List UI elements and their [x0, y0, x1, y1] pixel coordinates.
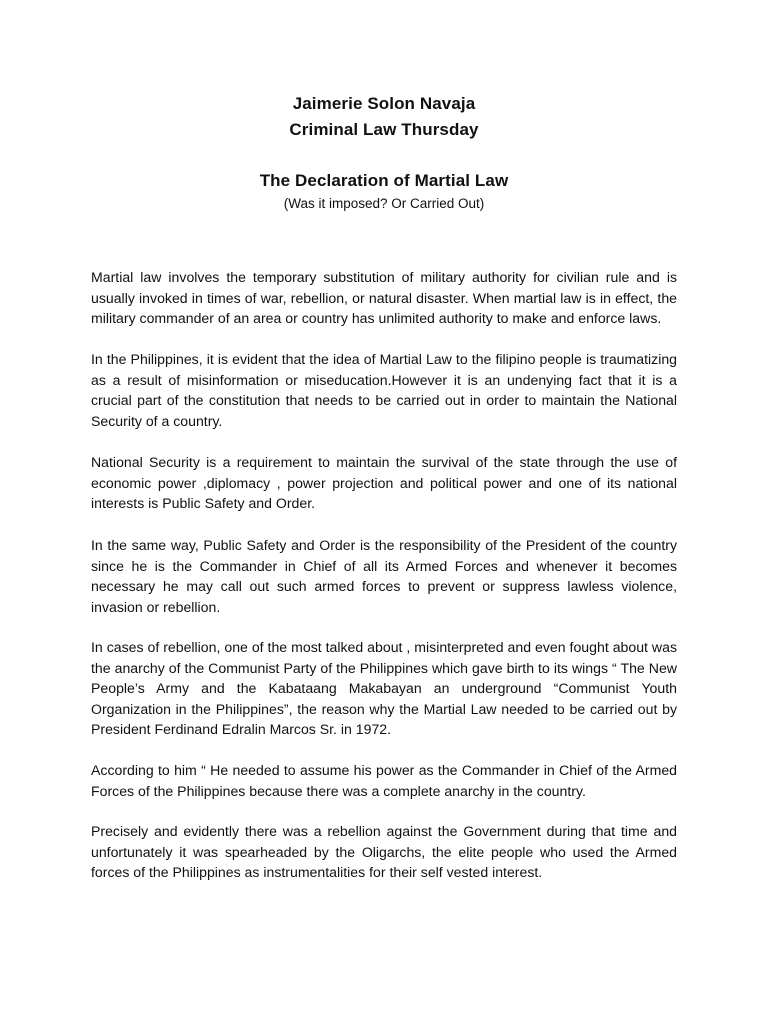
paragraph-rebellion-cases: In cases of rebellion, one of the most talked about , misinterpreted and even fought about was the anarchy of the Communist Party of the Philippines which gave birth to its wings “ The New People’s Army and the Kabataang Makabayan an underground “Communist Youth Organization in the Philippines”, the reason why the Martial Law needed to be carried out by President Ferdinand Edralin Marcos Sr. in 1972.	[91, 639, 677, 737]
document-title: The Declaration of Martial Law	[259, 171, 509, 190]
paragraph-philippines-context: In the Philippines, it is evident that the idea of Martial Law to the filipino people is traumatizing as a result of misinformation or miseducation.However it is an undenying fact that it is a crucial part of the constitution that needs to be carried out in order to maintain the National Security of a country.	[91, 351, 677, 429]
author-name: Jaimerie Solon Navaja	[292, 94, 476, 113]
paragraph-oligarchs: Precisely and evidently there was a rebellion against the Government during that time and unfortunately it was spearheaded by the Oligarchs, the elite people who used the Armed forces of the Philippines as instrumentalities for their self vested interest.	[91, 823, 677, 880]
document-subtitle: (Was it imposed? Or Carried Out)	[283, 196, 485, 211]
paragraph-public-safety: In the same way, Public Safety and Order is the responsibility of the President of the country since he is the Commander in Chief of all its Armed Forces and whenever it becomes necessary he may call out such armed forces to prevent or suppress lawless violence, invasion or rebellion.	[91, 537, 677, 615]
paragraph-national-security: National Security is a requirement to maintain the survival of the state through the use of economic power ,diplomacy , power projection and political power and one of its national interests is Public Safety and Order.	[91, 454, 677, 511]
course-name: Criminal Law Thursday	[289, 120, 479, 139]
paragraph-according-to-him: According to him “ He needed to assume his power as the Commander in Chief of the Armed Forces of the Philippines because there was a complete anarchy in the country.	[91, 762, 677, 799]
paragraph-martial-law-definition: Martial law involves the temporary substitution of military authority for civilian rule and is usually invoked in times of war, rebellion, or natural disaster. When martial law is in effect, the military commander of an area or country has unlimited authority to make and enforce laws.	[91, 269, 677, 326]
